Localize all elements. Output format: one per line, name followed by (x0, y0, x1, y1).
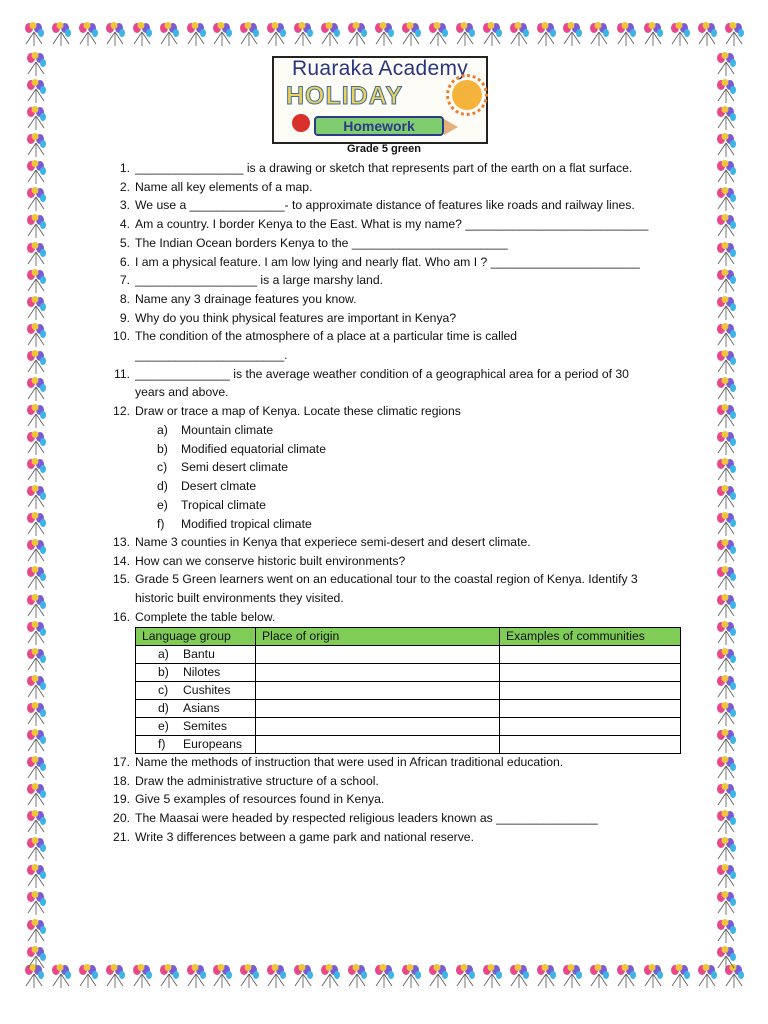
balloon-icon (534, 964, 558, 990)
balloon-icon (714, 946, 738, 972)
language-group-table (135, 627, 681, 754)
balloon-icon (507, 964, 531, 990)
banner-holiday-word: HOLIDAY (286, 82, 404, 110)
balloon-icon (24, 837, 48, 863)
question-text: Complete the table below. (135, 609, 276, 624)
balloon-icon (24, 702, 48, 728)
communities-cell[interactable] (500, 646, 681, 664)
balloon-icon (641, 22, 665, 48)
balloon-icon (714, 431, 738, 457)
balloon-icon (318, 22, 342, 48)
balloon-icon (76, 22, 100, 48)
question-text: Draw the administrative structure of a school. (135, 773, 379, 788)
language-group-name: Asians (183, 701, 220, 715)
balloon-icon (24, 269, 48, 295)
climate-name: Tropical climate (181, 497, 266, 512)
place-of-origin-cell[interactable] (256, 664, 500, 682)
top-border (22, 22, 746, 52)
balloon-icon (49, 22, 73, 48)
language-group-name: Europeans (183, 737, 242, 751)
language-group-cell (136, 736, 256, 754)
balloon-icon (24, 594, 48, 620)
balloon-icon (695, 22, 719, 48)
balloon-icon (24, 783, 48, 809)
balloon-icon (714, 919, 738, 945)
balloon-icon (237, 22, 261, 48)
left-border (24, 52, 54, 972)
balloon-icon (24, 377, 48, 403)
balloon-icon (24, 729, 48, 755)
balloon-icon (345, 964, 369, 990)
item-letter: f) (158, 737, 166, 751)
balloon-icon (130, 22, 154, 48)
balloon-icon (714, 323, 738, 349)
balloon-icon (668, 22, 692, 48)
balloon-icon (714, 52, 738, 78)
place-of-origin-cell[interactable] (256, 646, 500, 664)
holiday-homework-logo (272, 56, 488, 144)
balloon-icon (372, 964, 396, 990)
balloon-icon (210, 964, 234, 990)
question-number: 2. (119, 179, 130, 194)
balloon-icon (24, 52, 48, 78)
question-text: Why do you think physical features are important in Kenya? (135, 310, 457, 325)
balloon-icon (714, 648, 738, 674)
balloon-icon (24, 350, 48, 376)
table-row (136, 646, 681, 664)
item-letter: e) (157, 497, 168, 512)
balloon-icon (714, 621, 738, 647)
question-text: We use a ______________- to approximate distance of features like roads and railway lines. (135, 198, 635, 213)
item-letter: d) (158, 701, 169, 715)
question-number: 15. (113, 572, 130, 587)
climate-name: Modified equatorial climate (181, 441, 326, 456)
question-text: How can we conserve historic built environments? (135, 553, 406, 568)
language-group-name: Semites (183, 719, 228, 733)
balloon-icon (24, 648, 48, 674)
balloon-icon (480, 22, 504, 48)
balloon-icon (24, 566, 48, 592)
school-name: Ruaraka Academy (291, 57, 469, 80)
balloon-icon (714, 837, 738, 863)
question-number: 13. (113, 535, 130, 549)
balloon-icon (714, 106, 738, 132)
question-number: 20. (113, 811, 130, 826)
table-row (136, 664, 681, 682)
balloon-icon (714, 729, 738, 755)
question-number: 17. (113, 755, 130, 769)
language-group-name: Nilotes (183, 665, 221, 679)
balloon-icon (714, 594, 738, 620)
question-text: historic built environments they visited. (135, 591, 344, 606)
balloon-icon (24, 296, 48, 322)
balloon-icon (24, 106, 48, 132)
balloon-icon (184, 22, 208, 48)
question-number: 1. (119, 161, 130, 175)
apple-icon (292, 114, 310, 132)
communities-cell[interactable] (500, 736, 681, 754)
balloon-icon (507, 22, 531, 48)
question-number: 14. (113, 553, 130, 568)
question-text: ______________________. (135, 348, 288, 362)
balloon-icon (24, 539, 48, 565)
question-text: Name all key elements of a map. (135, 179, 313, 194)
question-number: 10. (113, 329, 130, 344)
question-text: The Maasai were headed by respected religious leaders known as _______________ (135, 811, 598, 826)
balloon-icon (24, 187, 48, 213)
balloon-icon (264, 964, 288, 990)
question-text: Name the methods of instruction that were used in African traditional education. (135, 755, 564, 769)
question-number: 12. (113, 404, 130, 419)
balloon-icon (130, 964, 154, 990)
balloon-icon (714, 485, 738, 511)
balloon-icon (714, 702, 738, 728)
question-number: 9. (119, 310, 130, 325)
table-row (136, 736, 681, 754)
balloon-icon (184, 964, 208, 990)
balloon-icon (22, 22, 46, 48)
language-group-cell (136, 682, 256, 700)
balloon-icon (24, 160, 48, 186)
place-of-origin-cell[interactable] (256, 682, 500, 700)
balloon-icon (714, 269, 738, 295)
question-number: 19. (113, 792, 130, 807)
bottom-border (22, 964, 746, 994)
balloon-icon (480, 964, 504, 990)
balloon-icon (24, 485, 48, 511)
balloon-icon (24, 79, 48, 105)
balloon-icon (714, 160, 738, 186)
item-letter: b) (158, 665, 169, 679)
balloon-icon (426, 22, 450, 48)
communities-cell[interactable] (500, 664, 681, 682)
communities-cell[interactable] (500, 718, 681, 736)
balloon-icon (426, 964, 450, 990)
balloon-icon (714, 296, 738, 322)
language-group-cell (136, 718, 256, 736)
question-text: years and above. (135, 385, 229, 400)
balloon-icon (24, 946, 48, 972)
item-letter: c) (157, 460, 168, 475)
balloon-icon (714, 675, 738, 701)
question-number: 18. (113, 773, 130, 788)
balloon-icon (714, 864, 738, 890)
question-text: The condition of the atmosphere of a place at a particular time is called (135, 329, 518, 344)
question-text: ______________ is the average weather condition of a geographical area for a period of 30 (135, 366, 629, 381)
balloon-icon (714, 404, 738, 430)
right-border (714, 52, 744, 972)
balloon-icon (237, 964, 261, 990)
question-number: 11. (113, 366, 130, 381)
balloon-icon (587, 22, 611, 48)
table-header: Place of origin (256, 628, 500, 646)
item-letter: e) (158, 719, 169, 733)
balloon-icon (291, 22, 315, 48)
pencil-tip-icon (444, 119, 458, 135)
balloon-icon (714, 214, 738, 240)
balloon-icon (157, 22, 181, 48)
balloon-icon (24, 675, 48, 701)
balloon-icon (24, 756, 48, 782)
question-number: 5. (119, 235, 130, 250)
balloon-icon (24, 214, 48, 240)
item-letter: c) (158, 683, 169, 697)
balloon-icon (714, 783, 738, 809)
table-header: Examples of communities (500, 628, 681, 646)
balloon-icon (714, 79, 738, 105)
balloon-icon (560, 22, 584, 48)
balloon-icon (560, 964, 584, 990)
item-letter: b) (157, 441, 168, 456)
climate-name: Mountain climate (181, 423, 274, 437)
question-number: 16. (113, 609, 130, 624)
question-text: Am a country. I border Kenya to the East. What is my name? ___________________________ (135, 217, 649, 232)
balloon-icon (714, 458, 738, 484)
balloon-icon (24, 458, 48, 484)
balloon-icon (714, 566, 738, 592)
balloon-icon (641, 964, 665, 990)
item-letter: a) (157, 423, 168, 437)
balloon-icon (587, 964, 611, 990)
balloon-icon (614, 22, 638, 48)
pencil-icon (314, 116, 444, 136)
language-group-cell (136, 646, 256, 664)
question-text: ________________ is a drawing or sketch that represents part of the earth on a flat surface. (135, 161, 633, 175)
table-header: Language group (136, 628, 256, 646)
balloon-icon (24, 242, 48, 268)
balloon-icon (103, 964, 127, 990)
question-number: 3. (119, 198, 130, 213)
balloon-icon (345, 22, 369, 48)
table-row (136, 700, 681, 718)
table-row (136, 682, 681, 700)
item-letter: d) (157, 479, 168, 494)
balloon-icon (24, 512, 48, 538)
table-row (136, 718, 681, 736)
place-of-origin-cell[interactable] (256, 700, 500, 718)
balloon-icon (76, 964, 100, 990)
place-of-origin-cell[interactable] (256, 736, 500, 754)
question-text: Name 3 counties in Kenya that experiece semi-desert and desert climate. (135, 535, 531, 549)
balloon-icon (210, 22, 234, 48)
item-letter: a) (158, 647, 169, 661)
balloon-icon (614, 964, 638, 990)
question-text: Give 5 examples of resources found in Kenya. (135, 792, 385, 807)
balloon-icon (24, 810, 48, 836)
language-group-cell (136, 664, 256, 682)
balloon-icon (291, 964, 315, 990)
climate-name: Semi desert climate (181, 460, 289, 475)
communities-cell[interactable] (500, 682, 681, 700)
question-number: 7. (119, 273, 130, 288)
balloon-icon (714, 350, 738, 376)
question-text: __________________ is a large marshy land. (135, 273, 383, 288)
question-text: I am a physical feature. I am low lying and nearly flat. Who am I ? ______________________ (135, 254, 640, 269)
balloon-icon (157, 964, 181, 990)
balloon-icon (399, 964, 423, 990)
balloon-icon (714, 810, 738, 836)
balloon-icon (714, 187, 738, 213)
communities-cell[interactable] (500, 700, 681, 718)
question-text: Name any 3 drainage features you know. (135, 291, 357, 306)
balloon-icon (534, 22, 558, 48)
balloon-icon (714, 539, 738, 565)
language-group-name: Cushites (183, 683, 231, 697)
question-text: Write 3 differences between a game park and national reserve. (135, 829, 474, 844)
place-of-origin-cell[interactable] (256, 718, 500, 736)
balloon-icon (24, 919, 48, 945)
table-header-row (136, 628, 681, 646)
balloon-icon (714, 891, 738, 917)
balloon-icon (668, 964, 692, 990)
balloon-icon (24, 621, 48, 647)
question-number: 8. (119, 291, 130, 306)
climate-name: Desert clmate (181, 479, 257, 494)
balloon-icon (264, 22, 288, 48)
balloon-icon (714, 242, 738, 268)
balloon-icon (714, 377, 738, 403)
balloon-icon (318, 964, 342, 990)
question-text: Grade 5 Green learners went on an educational tour to the coastal region of Kenya. Identify 3 (135, 572, 638, 587)
sun-icon (452, 80, 482, 110)
question-text: The Indian Ocean borders Kenya to the _______________________ (135, 235, 508, 250)
climate-name: Modified tropical climate (181, 516, 312, 531)
question-text: Draw or trace a map of Kenya. Locate these climatic regions (135, 404, 461, 419)
balloon-icon (453, 964, 477, 990)
balloon-icon (372, 22, 396, 48)
balloon-icon (399, 22, 423, 48)
grade-heading: Grade 5 green (347, 143, 421, 155)
balloon-icon (24, 404, 48, 430)
balloon-icon (103, 22, 127, 48)
balloon-icon (24, 891, 48, 917)
item-letter: f) (157, 516, 165, 531)
balloon-icon (714, 512, 738, 538)
balloon-icon (24, 864, 48, 890)
question-number: 4. (119, 217, 130, 232)
balloon-icon (24, 323, 48, 349)
balloon-icon (453, 22, 477, 48)
banner-homework-word: Homework (343, 118, 415, 134)
balloon-icon (722, 22, 746, 48)
balloon-icon (714, 756, 738, 782)
language-group-cell (136, 700, 256, 718)
question-number: 21. (113, 829, 130, 844)
question-number: 6. (119, 254, 130, 269)
language-group-name: Bantu (183, 647, 215, 661)
balloon-icon (24, 431, 48, 457)
